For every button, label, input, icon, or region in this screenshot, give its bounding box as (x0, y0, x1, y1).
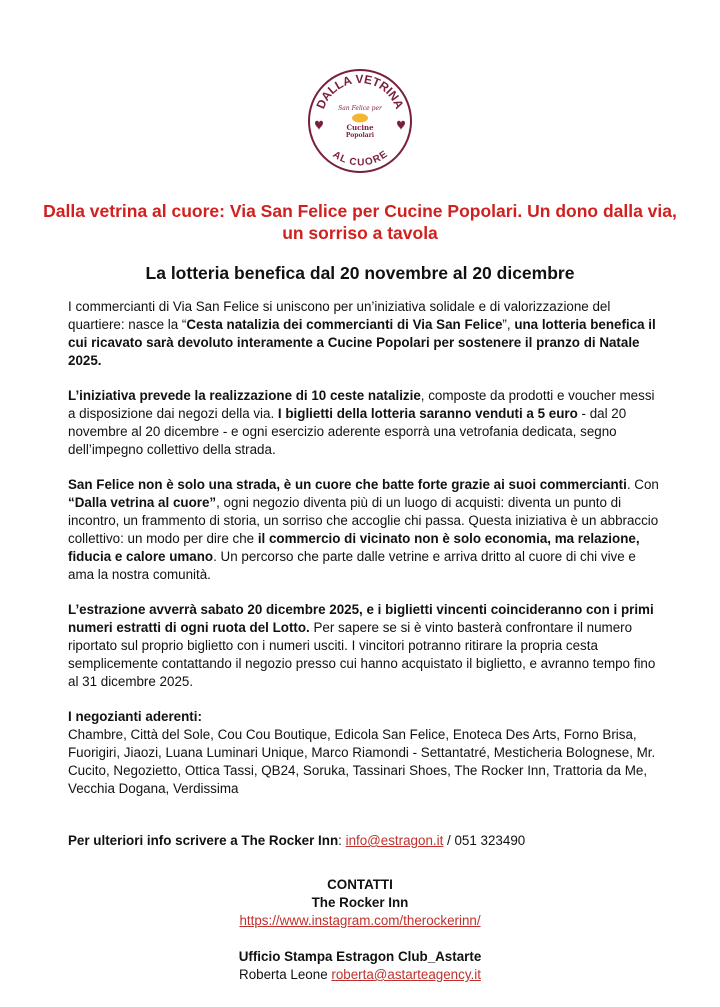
text: I commercianti di Via San Felice si uniscono per un’iniziativa solidale e di valorizzazione del quartiere: nasce la “ (68, 299, 611, 332)
contacts-org: The Rocker Inn (311, 895, 409, 910)
bold-text: L’iniziativa prevede la realizzazione di 10 ceste natalizie (68, 388, 421, 403)
bold-text: L’estrazione avverrà sabato 20 dicembre 2025, e i biglietti vincenti coincideranno con i primi numeri estratti di ogni ruota del Lotto. (68, 602, 654, 635)
info-email-link[interactable]: info@estragon.it (345, 833, 444, 848)
text: , composte da prodotti e voucher messi a disposizione dai negozi della via. (68, 388, 655, 421)
text: Per sapere se si è vinto basterà confrontare il numero riportato sul proprio biglietto con i numeri usciti. I vincitori potranno ritirare la propria cesta semplicemente contattando il negozio presso cui hanno acquistato il biglietto, e avranno tempo fino al 31 dicembre 2025. (68, 620, 656, 689)
text: , ogni negozio diventa più di un luogo di acquisti: diventa un punto di incontro, un frammento di storia, un sorriso che accoglie chi passa. Questa iniziativa è un abbraccio collettivo: un modo per dire che (68, 495, 659, 546)
bold-text: il commercio di vicinato non è solo economia, ma relazione, fiducia e calore umano (68, 531, 640, 564)
text: . Un percorso che parte dalle vetrine e arriva dritto al cuore di chi vive e ama la nostra comunità. (68, 549, 636, 582)
page-title: Dalla vetrina al cuore: Via San Felice per Cucine Popolari. Un dono dalla via, un sorriso a tavola (43, 201, 677, 243)
logo-dalla-vetrina-al-cuore (307, 68, 413, 174)
bold-text: San Felice non è solo una strada, è un cuore che batte forte grazie ai suoi commercianti (68, 477, 627, 492)
press-release-body (68, 298, 660, 798)
contacts-heading: CONTATTI (327, 877, 393, 892)
svg-text:San Felice per: San Felice per (338, 105, 382, 112)
spacer (0, 930, 720, 948)
text: ”, (502, 317, 515, 332)
paragraph-4 (68, 601, 660, 691)
text: . Con (626, 477, 659, 492)
shops-list: Chambre, Città del Sole, Cou Cou Boutique, Edicola San Felice, Enoteca Des Arts, Forno Brisa, Fuorigiri, Jiaozi, Luana Luminari Unique, Marco Riamondi - Settantatré, Mesticheria Bolognese, Mr. Cucito, Negozietto, Ottica Tassi, QB24, Soruka, Tassinari Shoes, The Rocker Inn, Trattoria da Me, Vecchia Dogana, Verdissima (68, 727, 656, 796)
info-label: Per ulteriori info scrivere a The Rocker Inn (68, 833, 339, 848)
shops-heading: I negozianti aderenti: (68, 709, 202, 724)
paragraph-3 (68, 476, 660, 584)
info-colon: : (338, 833, 346, 848)
paragraph-1 (68, 298, 660, 370)
text: - dal 20 novembre al 20 dicembre - e ogni esercizio aderente esporrà una vetrofania dedicata, segno dell’impegno collettivo della strada. (68, 406, 627, 457)
press-office: Ufficio Stampa Estragon Club_Astarte (238, 949, 482, 964)
svg-text:DALLA VETRINA: DALLA VETRINA (313, 71, 407, 111)
info-line (68, 832, 660, 850)
paragraphs (68, 298, 660, 691)
instagram-link[interactable]: https://www.instagram.com/therockerinn/ (239, 913, 481, 928)
paragraph-2 (68, 387, 660, 459)
contacts-section (0, 876, 720, 984)
svg-text:AL CUORE: AL CUORE (330, 149, 390, 169)
info-phone: / 051 323490 (443, 833, 526, 848)
press-contact-name: Roberta Leone (239, 967, 332, 982)
bold-text: “Dalla vetrina al cuore” (68, 495, 217, 510)
page-subtitle: La lotteria benefica dal 20 novembre al 20 dicembre (145, 263, 575, 283)
bold-text: I biglietti della lotteria saranno venduti a 5 euro (277, 406, 578, 421)
press-email-link[interactable]: roberta@astarteagency.it (331, 967, 481, 982)
bold-text: una lotteria benefica il cui ricavato sarà devoluto interamente a Cucine Popolari per sostenere il pranzo di Natale 2025. (68, 317, 656, 368)
bold-text: Cesta natalizia dei commercianti di Via San Felice (186, 317, 503, 332)
svg-text:Cucine: Cucine (346, 123, 374, 132)
shops-section (68, 708, 660, 798)
svg-text:Popolari: Popolari (345, 132, 375, 139)
